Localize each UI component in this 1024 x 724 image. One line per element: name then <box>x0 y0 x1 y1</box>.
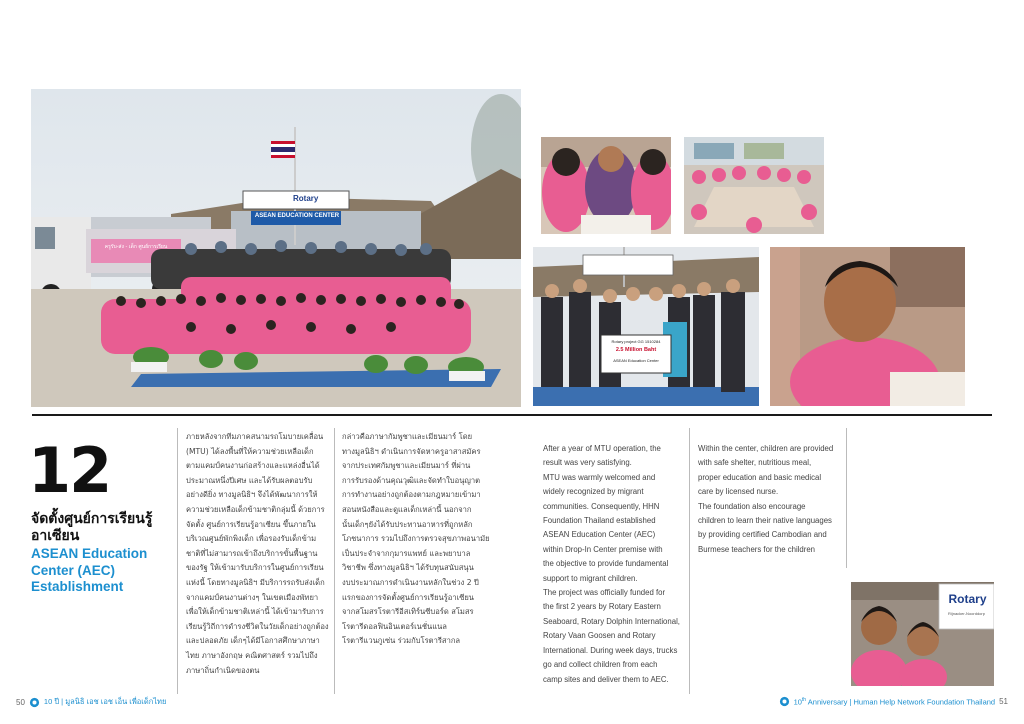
photo-classroom <box>684 137 824 234</box>
check-line-1: Rotary project GG 1510284 <box>611 339 661 344</box>
thai-paragraph-1: ภายหลังจากทีมภาคสนามรถโมบายเคลื่อน (MTU) ได้ลงพื้นที่ให้ความช่วยเหลือเด็ก ตามแคมป์คนงานก่อสร้างและแหล่งอื่นได้ ประมาณหนึ่งปีเศษ และได้รับผลตอบรับ อย่างดียิ่ง ทางมูลนิธิฯ จึงได้พัฒนาการให้ ความช่วยเหลือเด็กข้ามชาติกลุ่มนี้ ด้วยการ จัดตั้ง ศูนย์การเรียนรู้อาเซียน ขึ้นภายใน บริเวณศูนย์พักพิงเด็ก เพื่อรองรับเด็กข้าม ชาติที่ไม่สามารถเข้าถึงบริการขั้นพื้นฐาน ของรัฐ ให้เข้ามารับบริการในศูนย์การเรียน แห่งนี้ โดยทางมูลนิธิฯ มีบริการรถรับส่งเด็ก จากแคมป์คนงานต่างๆ ในเขตเมืองพัทยา เพื่อให้เด็กข้ามชาติเหล่านี้ ได้เข้ามารับการ เรียนรู้วิถีการดำรงชีวิตในวัยเด็กอย่างถูกต้อง และปลอดภัย เด็กๆได้มีโอกาสศึกษาภาษา ไทย ภาษาอังกฤษ คณิตศาสตร์ รวมไปถึง ภาษาถิ่นกำเนิดของตน <box>186 432 329 675</box>
section-title-en-line2: Center (AEC) <box>31 562 116 578</box>
column-divider <box>689 428 690 694</box>
english-column-2 <box>698 442 846 557</box>
rotary-badge-sub: Rijnacker-Noorddorp <box>948 611 985 616</box>
english-column-1 <box>543 442 689 687</box>
photo-two-boys-rotary <box>851 582 994 686</box>
rotary-badge-label: Rotary <box>948 592 987 606</box>
photo-boy-writing <box>770 247 965 406</box>
column-divider <box>334 428 335 694</box>
photo-check-presentation <box>533 247 759 406</box>
page-number-left: 50 <box>16 697 25 707</box>
column-divider <box>846 428 847 568</box>
rotary-sign-label: Rotary <box>293 194 319 203</box>
main-group-photo <box>31 89 521 407</box>
footer-anniv-text: Anniversary | Human Help Network Foundation Thailand <box>807 697 996 707</box>
english-paragraph-2: Within the center, children are provided with safe shelter, nutritious meal, proper education and basic medical care by licensed nurse. <box>698 444 834 497</box>
hhn-logo-icon <box>779 696 790 707</box>
footer-left-text: 10 ปี | มูลนิธิ เอช เอช เอ็น เพื่อเด็กไทย <box>43 697 167 706</box>
main-sign-label: ASEAN EDUCATION CENTER <box>254 213 340 219</box>
section-rule <box>32 414 992 416</box>
footer-right-text <box>794 697 996 707</box>
section-title-en <box>31 546 171 596</box>
column-divider <box>177 428 178 694</box>
page-number-right: 51 <box>999 697 1008 706</box>
section-title-thai-line2: อาเซียน <box>31 528 80 544</box>
hhn-logo-icon <box>29 697 40 708</box>
footer-anniv-number: 10 <box>793 697 802 707</box>
photo-children-signing <box>541 137 671 234</box>
section-title-en-line3: Establishment <box>31 579 124 594</box>
check-line-3: ASEAN Education Center <box>613 358 659 363</box>
thai-column-1 <box>186 430 334 678</box>
english-paragraph-1: After a year of MTU operation, the result was very satisfying. MTU was warmly welcomed and widely recognized by migrant communities. Consequently, HHN Foundation Thailand established ASEAN Education Center (AEC) within Drop-In Center premise with the objective to provide fundamental support to migrant children. The project was officially funded for the first 2 years by Rotary Eastern Seaboard, Rotary Dolphin International, Rotary Vaan Goosen and Rotary International. During week days, trucks go and collect children from each camp sites and deliver them to AEC. <box>543 444 680 684</box>
footer-left <box>16 696 166 708</box>
english-paragraph-3: The foundation also encourage children to learn their native languages by providing certified Cambodian and Burmese teachers for the children <box>698 501 832 554</box>
section-title-thai <box>31 511 171 545</box>
section-number: 12 <box>28 434 111 507</box>
section-title-en-line1: ASEAN Education <box>31 546 148 561</box>
thai-column-2 <box>342 430 492 649</box>
footer-right <box>779 696 1008 707</box>
thai-flag <box>271 141 295 158</box>
check-line-2: 2.5 Million Baht <box>615 347 657 353</box>
truck-label: ครูรับ-ส่ง - เด็ก ศูนย์การเรียน <box>104 244 168 250</box>
section-title-thai-line1: จัดตั้งศูนย์การเรียนรู้ <box>31 511 153 527</box>
thai-paragraph-2: กล่าวคือภาษากัมพูชาและเมียนมาร์ โดย ทางมูลนิธิฯ ดำเนินการจัดหาครูอาสาสมัคร จากประเทศกัมพูชาและเมียนมาร์ ที่ผ่าน การรับรองด้านคุณวุฒิและจัดทำใบอนุญาต การทำงานอย่างถูกต้องตามกฎหมายเข้ามา สอนหนังสือและดูแลเด็กเหล่านี้ นอกจาก นั้นเด็กๆยังได้รับประทานอาหารที่ถูกหลัก โภชนาการ รวมไปถึงการตรวจสุขภาพอนามัย เป็นประจำจากกุมารแพทย์ และพยาบาล วิชาชีพ ซึ่งทางมูลนิธิฯ ได้รับทุนสนับสนุน งบประมาณการดำเนินงานหลักในช่วง 2 ปี แรกของการจัดตั้งศูนย์การเรียนรู้อาเซียน จากสโมสรโรตารีอีสเทิร์นซีบอร์ด สโมสร โรตารีดอลฟินอินเตอร์เนชั่นแนล โรตารีแวนกูเซ่น ร่วมกับโรตารีสากล <box>342 432 490 646</box>
footer-anniv-sup: th <box>801 696 807 703</box>
